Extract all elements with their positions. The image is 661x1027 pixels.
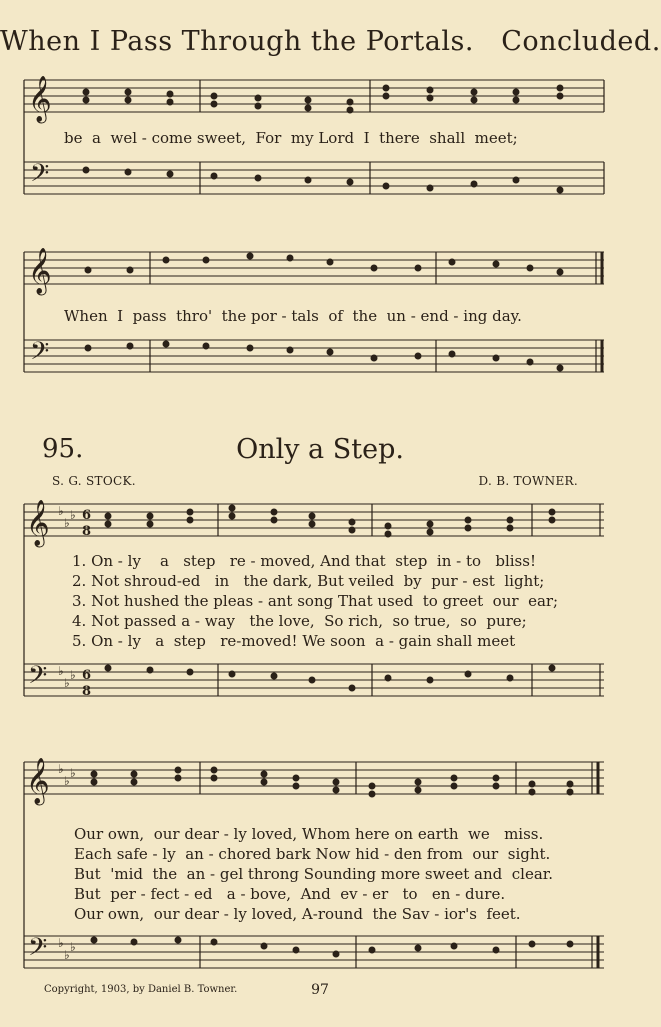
verse-line: 2. Not shroud-ed in the dark, But veiled by pur - est light; bbox=[72, 572, 545, 590]
concluded-label: Concluded. bbox=[501, 26, 661, 57]
song-title: When I Pass Through the Portals. bbox=[0, 26, 474, 57]
verse-line: But per - fect - ed a - bove, And ev - er to en - dure. bbox=[74, 885, 506, 903]
svg-text:♭: ♭ bbox=[64, 516, 70, 530]
hymn-title: Only a Step. bbox=[236, 434, 404, 465]
verse-line: 3. Not hushed the pleas - ant song That used to greet our ear; bbox=[72, 592, 559, 610]
svg-text:♭: ♭ bbox=[58, 664, 64, 678]
hymn-number: 95. bbox=[42, 434, 84, 464]
author-credit: S. G. STOCK. bbox=[52, 474, 136, 488]
treble-clef-icon: 𝄞 bbox=[26, 758, 50, 804]
svg-text:♭: ♭ bbox=[58, 762, 64, 776]
svg-text:♭: ♭ bbox=[70, 940, 76, 954]
verse-line: Our own, our dear - ly loved, A-round the Sav - ior's feet. bbox=[74, 905, 521, 923]
bass-clef-icon: 𝄢 bbox=[30, 159, 50, 194]
verse-line: But 'mid the an - gel throng Sounding more sweet and clear. bbox=[74, 865, 554, 883]
composer-credit: D. B. TOWNER. bbox=[478, 474, 578, 488]
svg-text:8: 8 bbox=[82, 684, 92, 699]
verse-line: 5. On - ly a step re-moved! We soon a - gain shall meet bbox=[72, 632, 516, 650]
svg-text:♭: ♭ bbox=[70, 766, 76, 780]
copyright-notice: Copyright, 1903, by Daniel B. Towner. bbox=[44, 984, 238, 995]
verse-line: 4. Not passed a - way the love, So rich, so true, so pure; bbox=[72, 612, 527, 630]
svg-text:♭: ♭ bbox=[70, 668, 76, 682]
verse-line: 1. On - ly a step re - moved, And that step in - to bliss! bbox=[72, 552, 536, 570]
treble-clef-icon: 𝄞 bbox=[26, 500, 50, 546]
bass-clef-icon: 𝄢 bbox=[30, 337, 50, 372]
svg-text:♭: ♭ bbox=[70, 508, 76, 522]
bass-clef-icon: 𝄢 bbox=[28, 661, 48, 696]
svg-text:♭: ♭ bbox=[58, 936, 64, 950]
treble-clef-icon: 𝄞 bbox=[28, 76, 52, 122]
treble-staff bbox=[24, 80, 604, 112]
bass-clef-icon: 𝄢 bbox=[28, 933, 48, 968]
svg-text:♭: ♭ bbox=[64, 774, 70, 788]
verse-line: Each safe - ly an - chored bark Now hid - den from our sight. bbox=[74, 845, 551, 863]
treble-clef-icon: 𝄞 bbox=[28, 248, 52, 294]
time-signature: 6 bbox=[82, 508, 92, 523]
svg-text:♭: ♭ bbox=[58, 504, 64, 518]
page-number: 97 bbox=[311, 982, 329, 998]
svg-text:♭: ♭ bbox=[64, 948, 70, 962]
lyrics-line-1: be a wel - come sweet, For my Lord I there shall meet; bbox=[64, 129, 518, 147]
svg-text:8: 8 bbox=[82, 524, 92, 539]
verse-line: Our own, our dear - ly loved, Whom here on earth we miss. bbox=[74, 825, 544, 843]
svg-text:♭: ♭ bbox=[64, 676, 70, 690]
lyrics-line-2: When I pass thro' the por - tals of the un - end - ing day. bbox=[64, 307, 522, 325]
svg-text:6: 6 bbox=[82, 668, 92, 683]
song-title-line bbox=[0, 26, 661, 57]
